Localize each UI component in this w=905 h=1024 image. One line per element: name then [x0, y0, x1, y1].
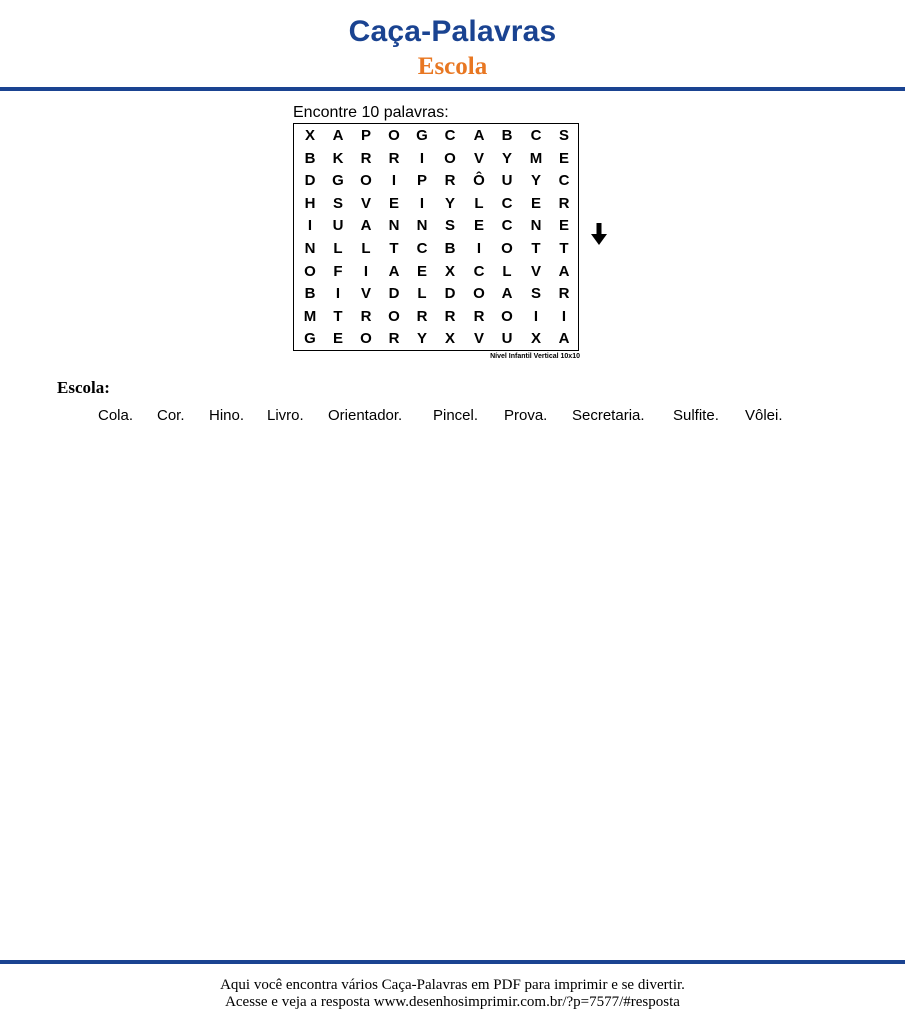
- grid-cell: O: [444, 149, 456, 167]
- word-item: Pincel.: [433, 407, 479, 424]
- grid-cell: O: [388, 127, 400, 144]
- grid-cell: R: [473, 307, 485, 325]
- grid-cell: T: [559, 240, 569, 257]
- grid-cell: T: [389, 240, 399, 257]
- grid-cell: I: [561, 307, 567, 325]
- grid-cell: A: [360, 217, 372, 235]
- grid-cell: R: [444, 307, 456, 325]
- grid-cell: O: [304, 262, 316, 280]
- grid-cell: I: [533, 307, 539, 325]
- grid-cell: B: [501, 127, 513, 144]
- grid-cell: D: [304, 172, 316, 190]
- grid-cell: I: [363, 262, 369, 280]
- grid-cell: R: [360, 307, 372, 325]
- grid-cell: R: [444, 172, 456, 190]
- grid-cell: X: [444, 262, 455, 280]
- word-list-heading: Escola:: [57, 378, 110, 397]
- grid-cell: O: [501, 307, 513, 325]
- grid-cell: A: [558, 262, 570, 280]
- word-item: Secretaria.: [572, 407, 645, 424]
- grid-cell: E: [530, 194, 541, 212]
- puzzle-instruction: Encontre 10 palavras:: [293, 104, 449, 121]
- word-item: Prova.: [504, 407, 548, 424]
- grid-cell: V: [473, 330, 484, 348]
- grid-cell: C: [501, 194, 513, 212]
- grid-cell: E: [332, 330, 343, 348]
- grid-cell: S: [558, 127, 569, 144]
- grid-cell: C: [558, 172, 570, 190]
- grid-cell: C: [501, 217, 513, 235]
- grid-cell: T: [531, 240, 541, 257]
- grid-cell: V: [360, 285, 371, 303]
- grid-cell: C: [444, 127, 456, 144]
- word-item: Cor.: [157, 407, 185, 424]
- grid-cell: L: [502, 262, 512, 280]
- grid-cell: E: [558, 217, 569, 235]
- grid-cell: I: [391, 172, 397, 190]
- grid-cell: E: [416, 262, 427, 280]
- grid-cell: I: [307, 217, 313, 235]
- word-item: Hino.: [209, 407, 245, 424]
- header-divider: [0, 87, 905, 91]
- grid-cell: M: [529, 149, 543, 167]
- grid-cell: P: [416, 172, 427, 190]
- grid-cell: I: [335, 285, 341, 303]
- grid-cell: G: [304, 330, 316, 348]
- grid-cell: B: [304, 149, 316, 167]
- grid-cell: E: [473, 217, 484, 235]
- grid-cell: L: [361, 240, 371, 257]
- grid-cell: D: [388, 285, 400, 303]
- grid-cell: I: [419, 194, 425, 212]
- grid-cell: Y: [530, 172, 541, 190]
- grid-cell: Y: [416, 330, 427, 348]
- grid-cell: N: [388, 217, 400, 235]
- grid-cell: E: [558, 149, 569, 167]
- grid-cell: I: [419, 149, 425, 167]
- grid-cell: R: [558, 285, 570, 303]
- grid-cell: L: [417, 285, 427, 303]
- grid-cell: Y: [501, 149, 512, 167]
- grid-cell: G: [416, 127, 428, 144]
- grid-cell: N: [304, 240, 316, 257]
- grid-cell: F: [333, 262, 343, 280]
- grid-cell: V: [473, 149, 484, 167]
- word-item: Cola.: [98, 407, 134, 424]
- grid-cell: A: [332, 127, 344, 144]
- grid-cell: S: [332, 194, 343, 212]
- grid-cell: U: [332, 217, 344, 235]
- grid-cell: O: [360, 330, 372, 348]
- grid-cell: D: [444, 285, 456, 303]
- grid-cell: C: [416, 240, 428, 257]
- footer-divider: [0, 960, 905, 964]
- word-item: Sulfite.: [673, 407, 719, 424]
- grid-cell: R: [388, 149, 400, 167]
- grid-cell: N: [416, 217, 428, 235]
- grid-cell: K: [332, 149, 344, 167]
- grid-cell: U: [501, 330, 513, 348]
- grid-cell: O: [473, 285, 485, 303]
- grid-cell: A: [388, 262, 400, 280]
- arrow-down-icon: [590, 223, 608, 247]
- grid-cell: S: [444, 217, 455, 235]
- grid-cell: G: [332, 172, 344, 190]
- grid-cell: M: [303, 307, 317, 325]
- grid-cell: E: [388, 194, 399, 212]
- grid-cell: H: [304, 194, 316, 212]
- grid-cell: X: [444, 330, 455, 348]
- level-label: Nível Infantil Vertical 10x10: [490, 353, 580, 360]
- grid-cell: C: [530, 127, 542, 144]
- grid-cell: I: [476, 240, 482, 257]
- grid-cell: P: [360, 127, 371, 144]
- grid-cell: T: [333, 307, 343, 325]
- word-item: Livro.: [267, 407, 304, 424]
- word-search-grid: [293, 123, 579, 351]
- grid-cell: A: [473, 127, 485, 144]
- grid-cell: C: [473, 262, 485, 280]
- grid-cell: X: [530, 330, 541, 348]
- grid-cell: A: [558, 330, 570, 348]
- grid-cell: Y: [444, 194, 455, 212]
- footer-line-2: Acesse e veja a resposta www.desenhosimprimir.com.br/?p=7577/#resposta: [225, 994, 680, 1010]
- grid-cell: L: [333, 240, 343, 257]
- grid-cell: O: [501, 240, 513, 257]
- grid-cell: V: [360, 194, 371, 212]
- grid-cell: R: [558, 194, 570, 212]
- grid-cell: O: [360, 172, 372, 190]
- grid-cell: U: [501, 172, 513, 190]
- grid-cell: B: [444, 240, 456, 257]
- grid-cell: N: [530, 217, 542, 235]
- grid-cell: O: [388, 307, 400, 325]
- grid-cell: R: [388, 330, 400, 348]
- word-item: Orientador.: [328, 407, 403, 424]
- footer-line-1: Aqui você encontra vários Caça-Palavras em PDF para imprimir e se divertir.: [220, 977, 685, 993]
- word-item: Vôlei.: [745, 407, 783, 424]
- grid-cell: S: [530, 285, 541, 303]
- grid-cell: R: [360, 149, 372, 167]
- page-subtitle: Escola: [417, 53, 488, 80]
- grid-cell: A: [501, 285, 513, 303]
- page-title: Caça-Palavras: [348, 15, 557, 48]
- grid-cell: R: [416, 307, 428, 325]
- grid-cell: B: [304, 285, 316, 303]
- grid-cell: V: [530, 262, 541, 280]
- grid-cell: Ô: [473, 172, 485, 190]
- grid-cell: X: [304, 127, 315, 144]
- grid-cell: L: [474, 194, 484, 212]
